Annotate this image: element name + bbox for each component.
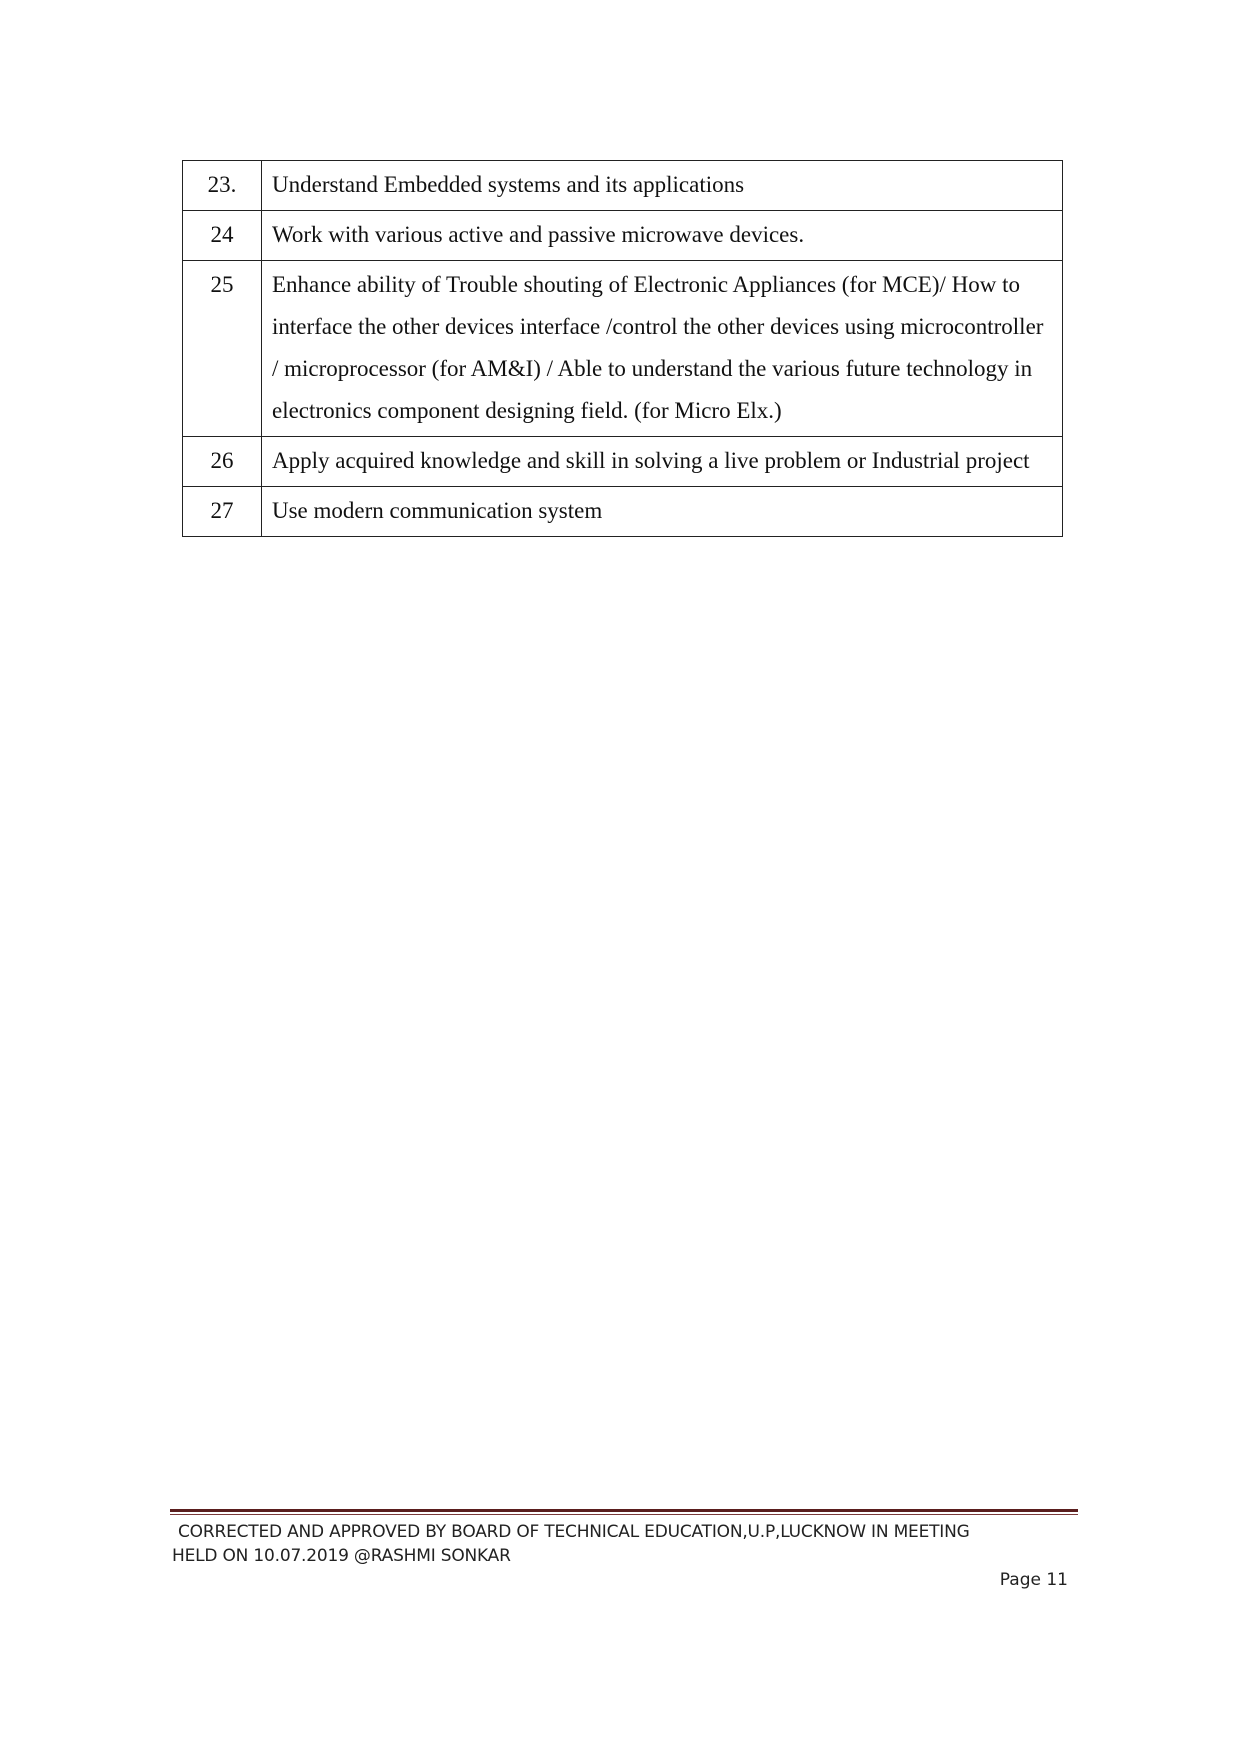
footer-divider-thick — [170, 1509, 1078, 1512]
outcome-number: 27 — [183, 487, 262, 537]
footer-approval-note — [172, 1520, 1072, 1568]
outcome-number: 23. — [183, 161, 262, 211]
outcome-text: Use modern communication system — [262, 487, 1063, 537]
table-row — [183, 437, 1063, 487]
outcome-text: Understand Embedded systems and its applications — [262, 161, 1063, 211]
footer-line-2: HELD ON 10.07.2019 @RASHMI SONKAR — [172, 1546, 511, 1566]
table-row — [183, 487, 1063, 537]
outcome-text: Apply acquired knowledge and skill in solving a live problem or Industrial project — [262, 437, 1063, 487]
outcome-number: 25 — [183, 261, 262, 437]
outcome-number: 26 — [183, 437, 262, 487]
outcomes-table — [182, 160, 1063, 537]
outcome-text: Enhance ability of Trouble shouting of Electronic Appliances (for MCE)/ How to interface the other devices interface /control the other devices using microcontroller / microprocessor (for AM&I) / Able to understand the various future technology in electronics component designing field. (for Micro Elx.) — [262, 261, 1063, 437]
footer-line-1: CORRECTED AND APPROVED BY BOARD OF TECHNICAL EDUCATION,U.P,LUCKNOW IN MEETING — [178, 1522, 970, 1542]
table-row — [183, 161, 1063, 211]
table-row — [183, 261, 1063, 437]
outcome-text: Work with various active and passive microwave devices. — [262, 211, 1063, 261]
page-number: Page 11 — [999, 1570, 1068, 1590]
footer-divider-thin — [170, 1514, 1078, 1515]
footer-divider — [170, 1509, 1078, 1516]
table-row — [183, 211, 1063, 261]
outcome-number: 24 — [183, 211, 262, 261]
